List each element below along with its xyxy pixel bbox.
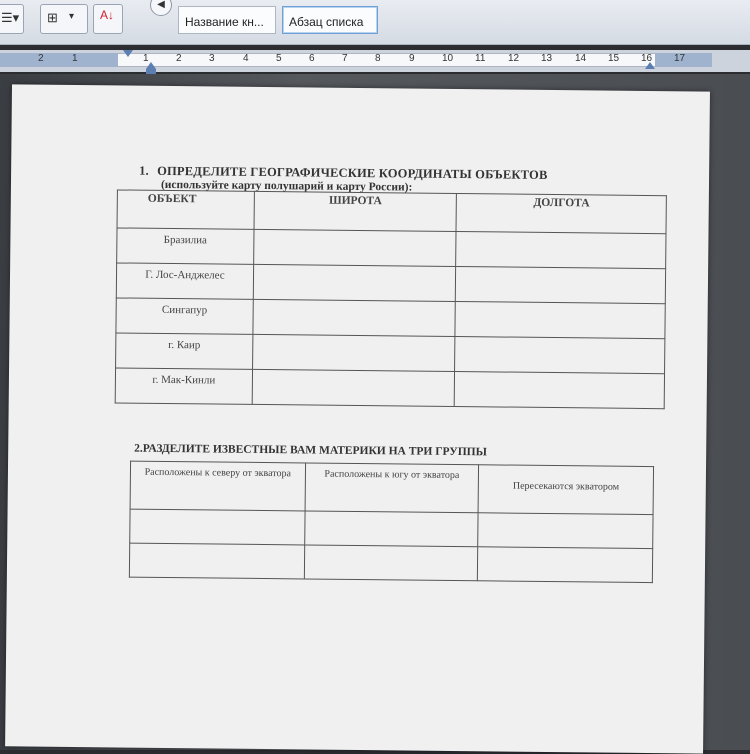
sort-button[interactable] — [93, 4, 123, 34]
longitude-cell[interactable] — [456, 267, 666, 304]
style-label: Название кн... — [185, 15, 264, 29]
document-page[interactable] — [5, 84, 710, 753]
table-cell[interactable] — [478, 513, 653, 549]
longitude-cell[interactable] — [456, 232, 666, 269]
ruler-number: 15 — [608, 53, 620, 64]
object-cell[interactable]: Бразилиа — [117, 228, 254, 264]
table-row — [129, 543, 652, 582]
ruler-number: 1 — [143, 53, 149, 64]
ruler-number: 4 — [243, 53, 249, 64]
document-body — [119, 157, 679, 493]
continents-table — [129, 461, 654, 583]
table-row — [116, 263, 665, 304]
ruler-left-margin — [0, 53, 118, 67]
ruler-number: 17 — [674, 53, 686, 64]
column-header-south: Расположены к югу от экватора — [305, 463, 479, 513]
ruler-number: 10 — [442, 53, 454, 64]
chevron-left-icon: ◀ — [157, 0, 165, 10]
style-gallery-item-list-paragraph[interactable] — [282, 6, 378, 34]
object-cell[interactable]: г. Каир — [116, 333, 253, 369]
ruler-number: 14 — [575, 53, 587, 64]
column-header-north: Расположены к северу от экватора — [130, 461, 305, 511]
ruler-number: 16 — [641, 53, 653, 64]
table-cell[interactable] — [129, 543, 304, 579]
longitude-cell[interactable] — [455, 337, 665, 374]
column-header-longitude: ДОЛГОТА — [456, 194, 666, 234]
latitude-cell[interactable] — [253, 299, 456, 336]
ruler-number: 7 — [342, 53, 348, 64]
ruler-number: 3 — [209, 53, 215, 64]
latitude-cell[interactable] — [252, 369, 455, 406]
ribbon-toolbar — [0, 0, 750, 45]
horizontal-ruler[interactable] — [0, 50, 750, 72]
task1-heading-text: ОПРЕДЕЛИТЕ ГЕОГРАФИЧЕСКИЕ КООРДИНАТЫ ОБЪЕКТОВ — [157, 163, 548, 182]
style-label: Абзац списка — [289, 15, 364, 29]
ruler-number: 2 — [176, 53, 182, 64]
line-spacing-button[interactable] — [0, 4, 24, 34]
ruler-number: 13 — [541, 53, 553, 64]
chevron-down-icon: ▾ — [69, 11, 75, 22]
column-header-object: ОБЪЕКТ — [117, 190, 254, 229]
table-row — [130, 509, 653, 548]
task1-subheading: (используйте карту полушарий и карту России): — [160, 178, 413, 194]
sort-az-icon: A↓ — [100, 8, 115, 22]
task2-heading: 2.РАЗДЕЛИТЕ ИЗВЕСТНЫЕ ВАМ МАТЕРИКИ НА ТРИ ГРУППЫ — [134, 442, 488, 459]
table-row — [116, 298, 665, 339]
first-line-indent-marker[interactable] — [123, 50, 133, 57]
ruler-number: 1 — [72, 53, 78, 64]
latitude-cell[interactable] — [252, 334, 455, 371]
table-row — [115, 368, 664, 409]
ruler-number: 11 — [475, 53, 486, 64]
ruler-number: 2 — [38, 53, 44, 64]
borders-button[interactable] — [40, 4, 88, 34]
coordinates-table — [115, 189, 667, 409]
ruler-number: 9 — [409, 53, 415, 64]
table-row — [117, 228, 666, 269]
table-cell[interactable] — [478, 547, 653, 583]
object-cell[interactable]: Сингапур — [116, 298, 253, 334]
latitude-cell[interactable] — [253, 229, 456, 266]
column-header-equator: Пересекаются экватором — [478, 465, 653, 515]
ruler-number: 6 — [309, 53, 315, 64]
right-indent-marker[interactable] — [645, 62, 655, 69]
ruler-number: 12 — [508, 53, 520, 64]
hanging-indent-marker[interactable] — [146, 62, 156, 69]
longitude-cell[interactable] — [455, 371, 665, 408]
table-row — [116, 333, 665, 374]
column-header-latitude: ШИРОТА — [254, 191, 457, 231]
table-cell[interactable] — [304, 511, 478, 547]
longitude-cell[interactable] — [455, 302, 665, 339]
ruler-number: 5 — [276, 53, 282, 64]
style-gallery-item-book-title[interactable] — [178, 6, 276, 34]
table-header-row — [117, 190, 666, 234]
object-cell[interactable]: г. Мак-Кинли — [115, 368, 252, 404]
line-spacing-icon: ☰▾ — [1, 10, 20, 25]
borders-icon: ⊞ — [47, 10, 58, 25]
table-cell[interactable] — [304, 545, 478, 581]
ruler-number: 8 — [375, 53, 381, 64]
gallery-scroll-left-button[interactable] — [150, 0, 172, 16]
object-cell[interactable]: Г. Лос-Анджелес — [116, 263, 253, 299]
latitude-cell[interactable] — [253, 264, 456, 301]
table-cell[interactable] — [130, 509, 305, 545]
task1-number: 1. — [139, 163, 149, 178]
table-header-row — [130, 461, 653, 514]
